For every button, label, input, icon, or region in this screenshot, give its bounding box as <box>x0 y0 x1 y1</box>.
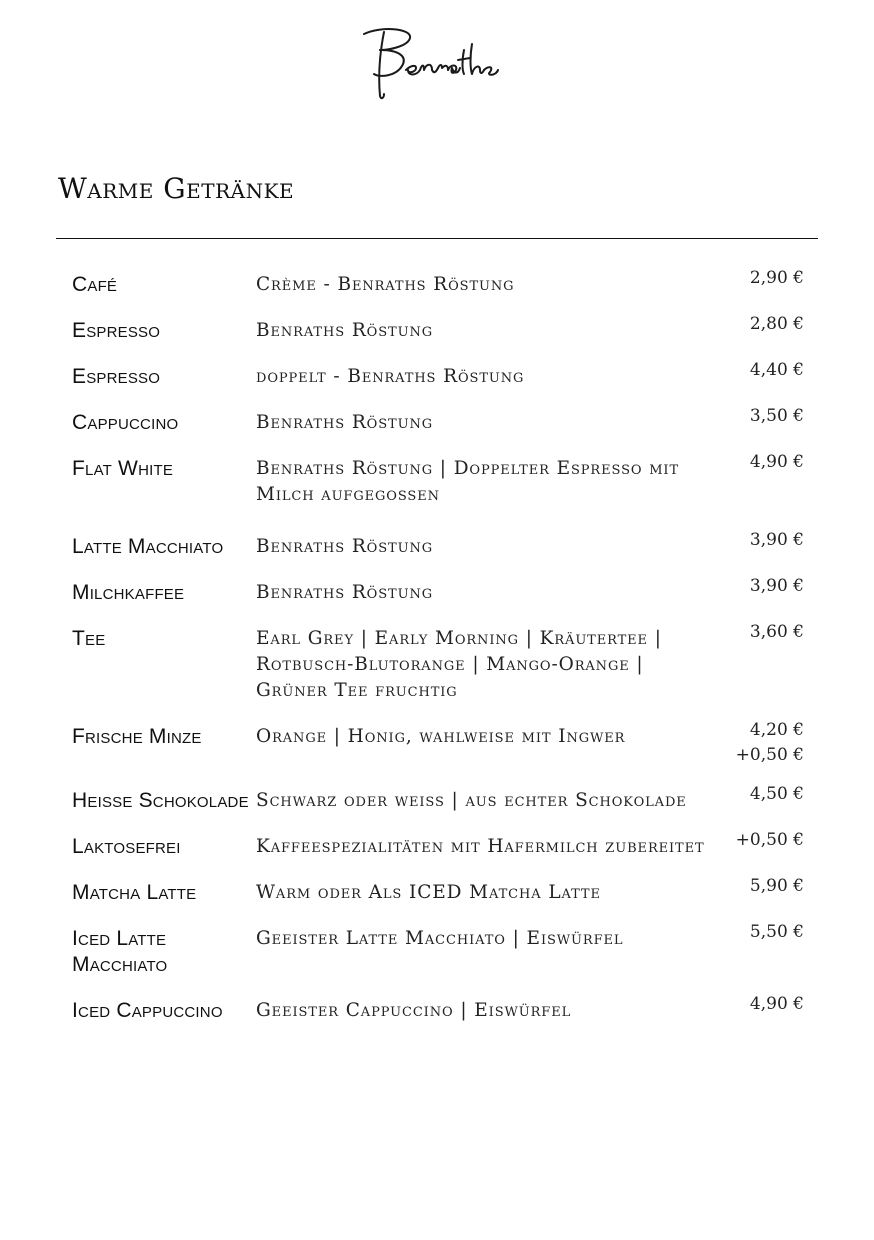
price-value: 3,50 € <box>749 406 804 426</box>
menu-item-name: Iced Latte Macchiato <box>72 927 168 976</box>
price-value: +0,50 € <box>735 745 804 765</box>
menu-item-description: Warm oder Als ICED Matcha Latte <box>256 882 601 903</box>
menu-item-name: Frische Minze <box>72 725 202 748</box>
menu-item-price <box>716 718 806 768</box>
brand-logo <box>350 22 510 106</box>
menu-item-description: Benraths Röstung <box>256 582 433 603</box>
menu-item-price <box>716 312 806 337</box>
menu-item-description: Benraths Röstung | Doppelter Espresso mit Milch aufgegossen <box>256 458 680 505</box>
menu-item-name: Espresso <box>72 319 161 342</box>
menu-item <box>72 360 806 390</box>
menu-item <box>72 830 806 860</box>
menu-item-name: Milchkaffee <box>72 581 185 604</box>
menu-item <box>72 720 806 768</box>
menu-item-price <box>716 450 806 475</box>
menu-item-name: Matcha Latte <box>72 881 197 904</box>
menu-item-name: Iced Cappuccino <box>72 999 223 1022</box>
price-value: +0,50 € <box>735 830 804 850</box>
menu-item-price <box>716 404 806 429</box>
menu-item-price <box>716 528 806 553</box>
menu-item-name: Latte Macchiato <box>72 535 224 558</box>
menu-item-price <box>716 874 806 899</box>
menu-item <box>72 530 806 560</box>
menu-item-name: Laktosefrei <box>72 835 181 858</box>
menu-item-price <box>716 992 806 1017</box>
menu-item-description: Benraths Röstung <box>256 320 433 341</box>
menu-item-description: Kaffeespezialitäten mit Hafermilch zubereitet <box>256 836 705 857</box>
price-value: 4,90 € <box>749 452 804 472</box>
price-value: 2,80 € <box>749 314 804 334</box>
menu-item-name: Flat White <box>72 457 174 480</box>
menu-item <box>72 406 806 436</box>
price-value: 4,40 € <box>749 360 804 380</box>
price-value: 4,50 € <box>749 784 804 804</box>
menu-item <box>72 452 806 508</box>
menu-item-price <box>716 828 806 853</box>
menu-item-price <box>716 782 806 807</box>
menu-item-price <box>716 266 806 291</box>
menu-item-price <box>716 620 806 645</box>
price-value: 3,90 € <box>749 576 804 596</box>
menu-item <box>72 922 806 978</box>
price-value: 5,50 € <box>749 922 804 942</box>
menu-item <box>72 268 806 298</box>
menu-item-description: Crème - Benraths Röstung <box>256 274 515 295</box>
menu-item-price <box>716 358 806 383</box>
menu-item-description: Schwarz oder weiss | aus echter Schokolade <box>256 790 687 811</box>
menu-item-name: Cappuccino <box>72 411 179 434</box>
section-divider <box>56 238 818 239</box>
menu-item <box>72 994 806 1024</box>
section-title: Warme Getränke <box>58 172 295 205</box>
menu-item-description: Benraths Röstung <box>256 412 433 433</box>
menu-item-description: doppelt - Benraths Röstung <box>256 366 525 387</box>
menu-item <box>72 576 806 606</box>
menu-item-name: Café <box>72 273 118 296</box>
menu-item <box>72 876 806 906</box>
menu-item-price <box>716 574 806 599</box>
price-value: 4,20 € <box>749 720 804 740</box>
menu-item <box>72 784 806 814</box>
menu-item-name: Espresso <box>72 365 161 388</box>
menu-item-name: Tee <box>72 627 106 650</box>
menu-item-description: Benraths Röstung <box>256 536 433 557</box>
menu-item <box>72 314 806 344</box>
price-value: 3,60 € <box>749 622 804 642</box>
price-value: 2,90 € <box>749 268 804 288</box>
price-value: 4,90 € <box>749 994 804 1014</box>
menu-item <box>72 622 806 704</box>
menu-item-description: Geeister Latte Macchiato | Eiswürfel <box>256 928 624 949</box>
menu-item-price <box>716 920 806 945</box>
menu-list <box>72 268 806 1044</box>
menu-item-description: Orange | Honig, wahlweise mit Ingwer <box>256 726 626 747</box>
price-value: 5,90 € <box>749 876 804 896</box>
menu-item-description: Geeister Cappuccino | Eiswürfel <box>256 1000 572 1021</box>
menu-item-name: Heisse Schokolade <box>72 789 249 812</box>
price-value: 3,90 € <box>749 530 804 550</box>
menu-item-description: Earl Grey | Early Morning | Kräutertee | Rotbusch-Blutorange | Mango-Orange | Grüner Tee fruchtig <box>256 628 662 701</box>
